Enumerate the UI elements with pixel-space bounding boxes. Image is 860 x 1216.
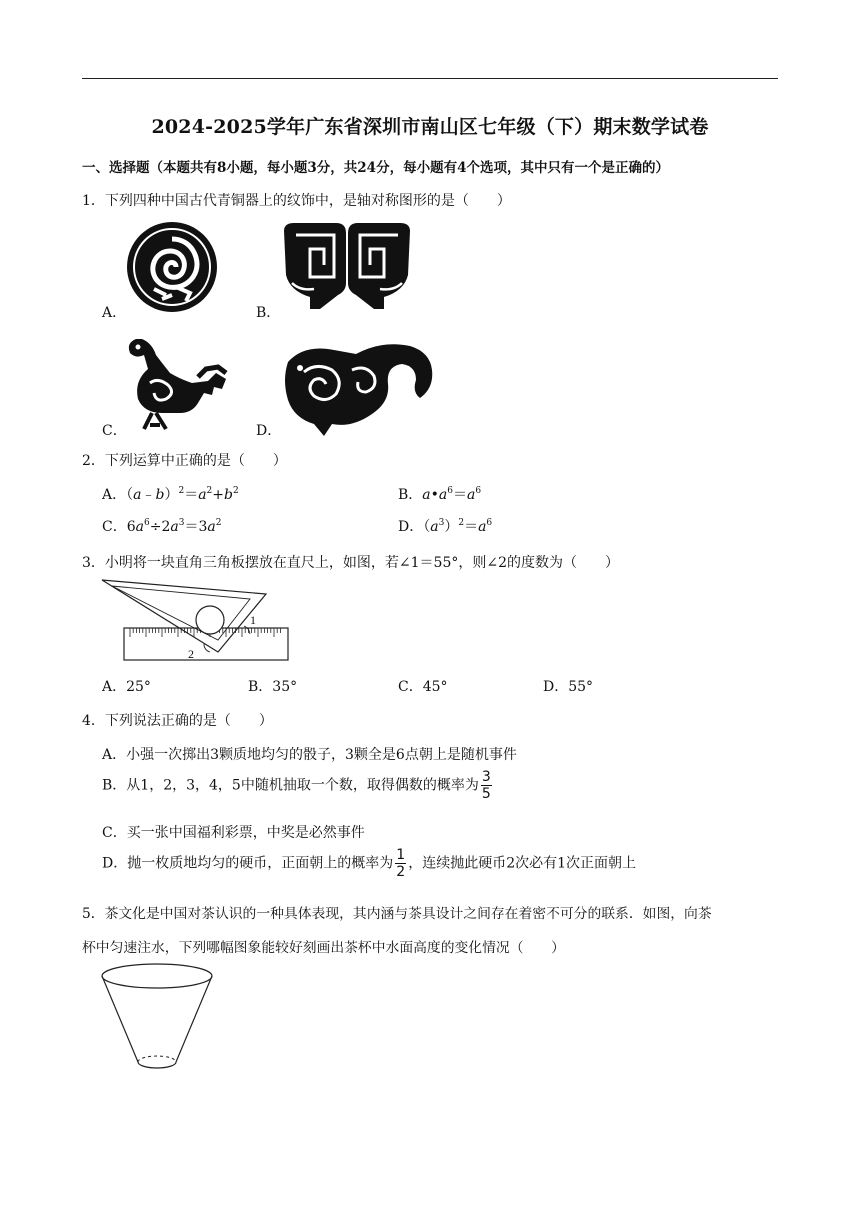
q4-option-a: A．小强一次掷出3颗质地均匀的骰子，3颗全是6点朝上是随机事件: [102, 747, 517, 763]
bronze-pattern-b-image: [280, 221, 414, 313]
q2-option-d-label: D．: [398, 519, 424, 535]
q2-option-c: C．$6a^6\div 2a^3=3a^2$: [102, 518, 222, 535]
q4-option-b: [102, 770, 494, 801]
q4-option-d: [102, 848, 636, 879]
q3-option-c: C．45°: [398, 679, 448, 695]
q4-option-b-text: B．从1，2，3，4，5中随机抽取一个数，取得偶数的概率为: [102, 777, 479, 794]
angle-1-label: 1: [250, 613, 256, 627]
question-3-stem: 3．小明将一块直角三角板摆放在直尺上，如图，若∠1＝55°，则∠2的度数为（ ）: [82, 555, 619, 571]
q2-option-b: B．$a•a^6=a^6$: [398, 486, 482, 503]
bronze-pattern-d-image: [280, 340, 436, 436]
question-5-stem-line2: 杯中匀速注水，下列哪幅图象能较好刻画出茶杯中水面高度的变化情况（ ）: [82, 940, 565, 956]
header-rule: [82, 78, 778, 79]
q3-option-b: B．35°: [248, 679, 298, 695]
q3-option-a: A．25°: [102, 679, 151, 695]
bronze-pattern-a-image: [126, 221, 218, 313]
q2-option-c-label: C．: [102, 519, 127, 535]
ruler-triangle-figure: [100, 578, 292, 664]
q4-option-d-text: D．抛一枚质地均匀的硬币，正面朝上的概率为: [102, 855, 394, 872]
q2-option-d: D．$(a^3)^2=a^6$: [398, 518, 493, 535]
q3-option-d: D．55°: [543, 679, 594, 695]
page-title: 2024-2025学年广东省深圳市南山区七年级（下）期末数学试卷: [151, 116, 709, 138]
q2-option-a-label: A．: [102, 487, 127, 503]
q1-option-c-label: C．: [102, 423, 127, 439]
q1-option-b-label: B．: [256, 305, 281, 321]
section-heading: 一、选择题（本题共有8小题，每小题3分，共24分，每小题有4个选项，其中只有一个是正确的）: [82, 160, 669, 176]
question-4-stem: 4．下列说法正确的是（ ）: [82, 713, 273, 729]
fraction-three-fifths: $\frac{3}{5}$: [481, 769, 491, 802]
question-2-stem: 2．下列运算中正确的是（ ）: [82, 453, 287, 469]
q4-option-d-text-end: ，连续抛此硬币2次必有1次正面朝上: [408, 855, 637, 872]
angle-2-label: 2: [188, 647, 194, 661]
q2-option-a: A．$(a﹣b)^2=a^2+b^2$: [102, 486, 239, 503]
q4-option-c: C．买一张中国福利彩票，中奖是必然事件: [102, 825, 365, 841]
bronze-pattern-c-image: [122, 333, 230, 433]
question-1-stem: 1．下列四种中国古代青铜器上的纹饰中，是轴对称图形的是（ ）: [82, 193, 511, 209]
fraction-one-half: $\frac{1}{2}$: [396, 847, 406, 880]
q2-option-b-label: B．: [398, 487, 423, 503]
q1-option-a-label: A．: [102, 305, 127, 321]
q1-option-d-label: D．: [256, 423, 282, 439]
question-5-stem-line1: 5．茶文化是中国对茶认识的一种具体表现，其内涵与茶具设计之间存在着密不可分的联系．如图，向茶: [82, 906, 712, 922]
tea-cup-figure: [100, 962, 214, 1074]
